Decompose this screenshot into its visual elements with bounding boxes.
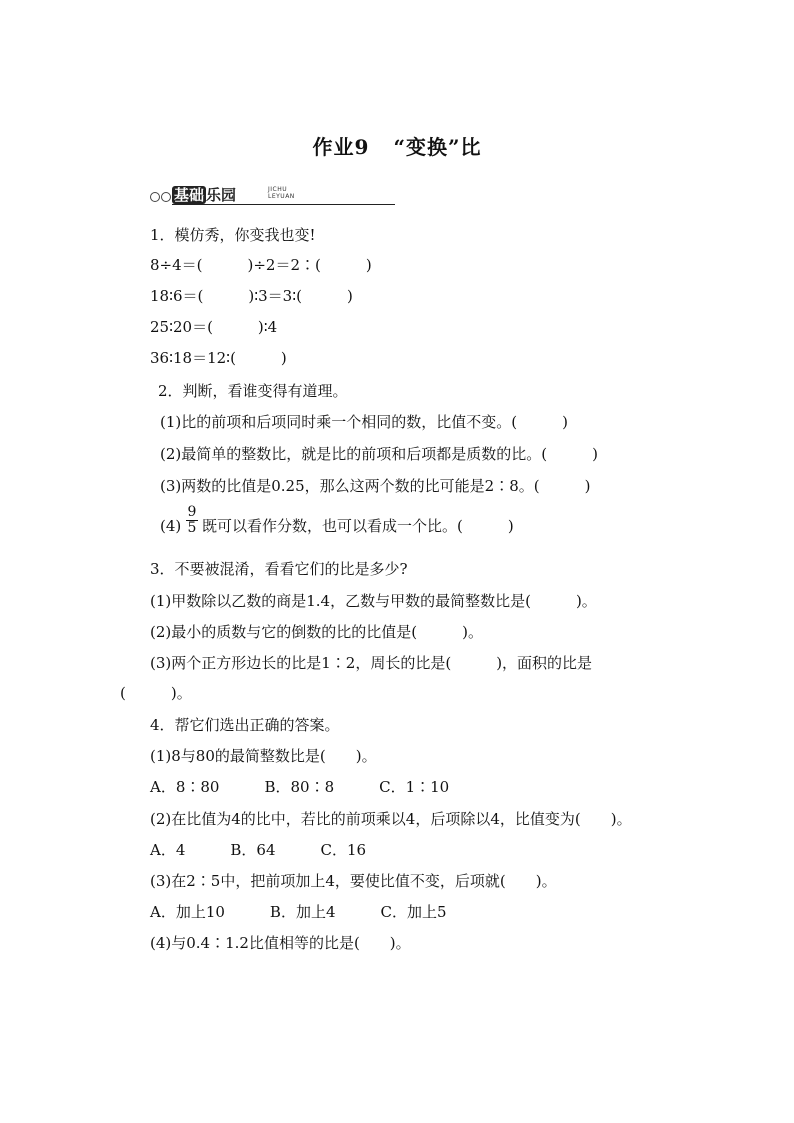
page-title bbox=[0, 131, 794, 160]
pinyin-line1: JICHU bbox=[268, 186, 288, 193]
q2-heading: 2．判断，看谁变得有道理。 bbox=[158, 382, 348, 400]
q2-item-3: (3)两数的比值是0.25，那么这两个数的比可能是2∶8。( ) bbox=[160, 477, 591, 495]
q2-item-4-prefix: (4) bbox=[160, 517, 182, 535]
title-sub: “变换”比 bbox=[393, 135, 482, 159]
section-banner bbox=[150, 184, 395, 206]
circle-decoration-icon bbox=[161, 192, 171, 202]
section-banner-pinyin bbox=[268, 186, 295, 200]
section-banner-label-part2: 乐园 bbox=[206, 186, 237, 204]
q1-item-2: 18∶6＝( )∶3＝3∶( ) bbox=[150, 287, 353, 305]
q3-heading: 3．不要被混淆，看看它们的比是多少? bbox=[150, 560, 408, 578]
section-banner-label-part1: 基础 bbox=[174, 186, 205, 204]
q3-item-1: (1)甲数除以乙数的商是1.4，乙数与甲数的最简整数比是( )。 bbox=[150, 592, 597, 610]
q4-item-3-options: A．加上10 B．加上4 C．加上5 bbox=[150, 903, 447, 921]
q4-item-4: (4)与0.4∶1.2比值相等的比是( )。 bbox=[150, 934, 411, 952]
q4-heading: 4．帮它们选出正确的答案。 bbox=[150, 716, 340, 734]
pinyin-line2: LEYUAN bbox=[268, 193, 295, 200]
q4-item-1-options: A．8∶80 B．80∶8 C．1∶10 bbox=[150, 778, 450, 796]
title-main: 作业9 bbox=[312, 135, 370, 159]
q3-item-2: (2)最小的质数与它的倒数的比的比值是( )。 bbox=[150, 623, 483, 641]
fraction bbox=[186, 505, 198, 536]
q4-item-2: (2)在比值为4的比中，若比的前项乘以4，后项除以4，比值变为( )。 bbox=[150, 810, 632, 828]
q1-item-1: 8÷4＝( )÷2＝2∶( ) bbox=[150, 256, 372, 274]
q4-item-1: (1)8与80的最简整数比是( )。 bbox=[150, 747, 377, 765]
q1-heading: 1．模仿秀，你变我也变! bbox=[150, 226, 316, 244]
circle-decoration-icon bbox=[150, 192, 160, 202]
q1-item-3: 25∶20＝( )∶4 bbox=[150, 318, 278, 336]
section-banner-label bbox=[172, 184, 236, 205]
q4-item-2-options: A．4 B．64 C．16 bbox=[150, 841, 367, 859]
q1-item-4: 36∶18＝12∶( ) bbox=[150, 349, 287, 367]
q3-item-3-continued: ( )。 bbox=[120, 684, 192, 702]
q4-item-3: (3)在2∶5中，把前项加上4，要使比值不变，后项就( )。 bbox=[150, 872, 557, 890]
q2-item-1: (1)比的前项和后项同时乘一个相同的数，比值不变。( ) bbox=[160, 413, 568, 431]
q2-item-4-text: 既可以看作分数，也可以看成一个比。( ) bbox=[202, 517, 514, 535]
fraction-numerator: 9 bbox=[187, 504, 197, 520]
banner-underline bbox=[172, 204, 395, 205]
fraction-denominator: 5 bbox=[187, 520, 197, 536]
q3-item-3: (3)两个正方形边长的比是1∶2，周长的比是( )，面积的比是 bbox=[150, 654, 593, 672]
q2-item-2: (2)最简单的整数比，就是比的前项和后项都是质数的比。( ) bbox=[160, 445, 598, 463]
